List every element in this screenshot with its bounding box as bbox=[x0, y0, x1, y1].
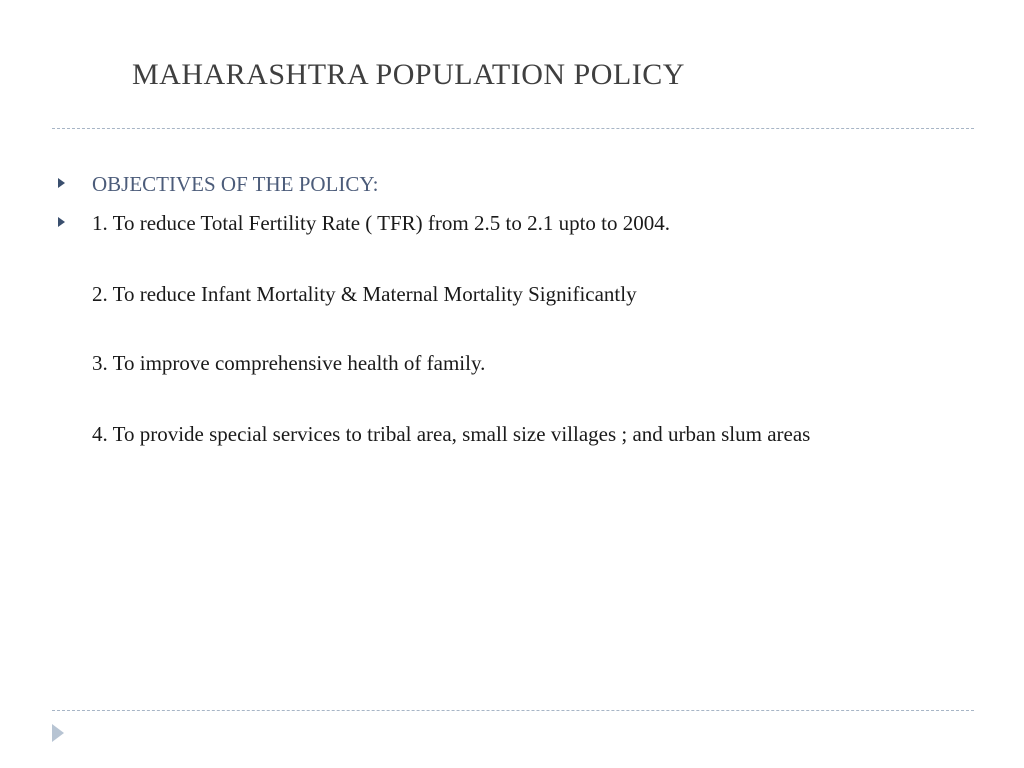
bottom-divider bbox=[52, 710, 974, 711]
objective-4-text: 4. To provide special services to tribal area, small size villages ; and urban slum areas bbox=[92, 422, 811, 446]
top-divider bbox=[52, 128, 974, 129]
triangle-bullet-icon bbox=[58, 217, 65, 227]
slide-title: MAHARASHTRA POPULATION POLICY bbox=[132, 58, 685, 91]
triangle-bullet-icon bbox=[58, 178, 65, 188]
objective-1-text: 1. To reduce Total Fertility Rate ( TFR) from 2.5 to 2.1 upto to 2004. bbox=[92, 211, 671, 235]
objective-2-text: 2. To reduce Infant Mortality & Maternal Mortality Significantly bbox=[92, 282, 637, 306]
objective-3-text: 3. To improve comprehensive health of family. bbox=[92, 351, 486, 375]
triangle-corner-icon bbox=[52, 724, 64, 742]
objectives-heading: OBJECTIVES OF THE POLICY: bbox=[92, 172, 379, 196]
bullet-item-1 bbox=[58, 209, 670, 237]
bullet-item-heading bbox=[58, 170, 378, 198]
